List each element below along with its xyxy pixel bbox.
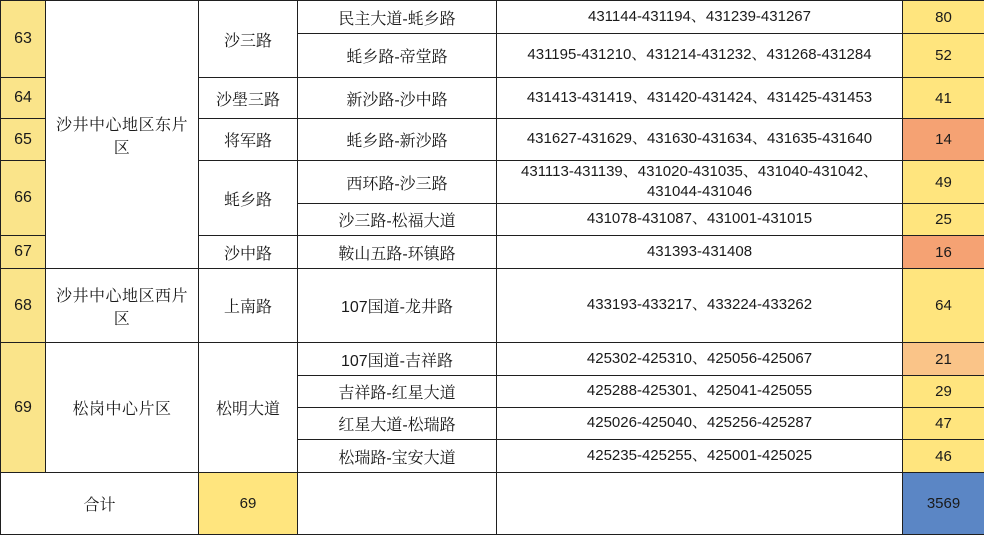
road-cell: 沙壆三路 xyxy=(199,78,298,119)
empty-cell xyxy=(298,473,497,535)
ranges-cell: 425026-425040、425256-425287 xyxy=(497,408,903,440)
table-row xyxy=(1,1,984,34)
count-cell: 80 xyxy=(903,1,984,34)
count-cell: 14 xyxy=(903,119,984,161)
row-number-cell: 63 xyxy=(1,1,46,78)
table-row xyxy=(1,269,984,343)
road-cell: 蚝乡路 xyxy=(199,161,298,236)
row-number-cell: 69 xyxy=(1,343,46,473)
ranges-cell: 431393-431408 xyxy=(497,236,903,269)
row-number-cell: 64 xyxy=(1,78,46,119)
ranges-cell: 431144-431194、431239-431267 xyxy=(497,1,903,34)
row-number-cell: 67 xyxy=(1,236,46,269)
ranges-cell: 431195-431210、431214-431232、431268-431284 xyxy=(497,34,903,78)
ranges-cell: 433193-433217、433224-433262 xyxy=(497,269,903,343)
grand-total-cell: 3569 xyxy=(903,473,984,535)
section-cell: 107国道-吉祥路 xyxy=(298,343,497,376)
total-label-cell: 合计 xyxy=(1,473,199,535)
empty-cell xyxy=(497,473,903,535)
road-cell: 沙三路 xyxy=(199,1,298,78)
count-cell: 21 xyxy=(903,343,984,376)
ranges-cell: 425288-425301、425041-425055 xyxy=(497,376,903,408)
total-road-count-cell: 69 xyxy=(199,473,298,535)
count-cell: 25 xyxy=(903,204,984,236)
ranges-cell: 425235-425255、425001-425025 xyxy=(497,440,903,473)
road-cell: 将军路 xyxy=(199,119,298,161)
district-cell: 沙井中心地区东片区 xyxy=(46,1,199,269)
count-cell: 64 xyxy=(903,269,984,343)
section-cell: 蚝乡路-新沙路 xyxy=(298,119,497,161)
count-cell: 49 xyxy=(903,161,984,204)
section-cell: 新沙路-沙中路 xyxy=(298,78,497,119)
section-cell: 松瑞路-宝安大道 xyxy=(298,440,497,473)
table-row xyxy=(1,343,984,376)
count-cell: 52 xyxy=(903,34,984,78)
section-cell: 107国道-龙井路 xyxy=(298,269,497,343)
section-cell: 蚝乡路-帝堂路 xyxy=(298,34,497,78)
road-cell: 沙中路 xyxy=(199,236,298,269)
road-cell: 上南路 xyxy=(199,269,298,343)
district-cell: 松岗中心片区 xyxy=(46,343,199,473)
count-cell: 47 xyxy=(903,408,984,440)
ranges-cell: 431413-431419、431420-431424、431425-431453 xyxy=(497,78,903,119)
count-cell: 46 xyxy=(903,440,984,473)
count-cell: 16 xyxy=(903,236,984,269)
section-cell: 鞍山五路-环镇路 xyxy=(298,236,497,269)
section-cell: 西环路-沙三路 xyxy=(298,161,497,204)
section-cell: 红星大道-松瑞路 xyxy=(298,408,497,440)
section-cell: 民主大道-蚝乡路 xyxy=(298,1,497,34)
section-cell: 吉祥路-红星大道 xyxy=(298,376,497,408)
row-number-cell: 65 xyxy=(1,119,46,161)
ranges-cell: 431627-431629、431630-431634、431635-431640 xyxy=(497,119,903,161)
count-cell: 41 xyxy=(903,78,984,119)
ranges-cell: 431078-431087、431001-431015 xyxy=(497,204,903,236)
row-number-cell: 68 xyxy=(1,269,46,343)
count-cell: 29 xyxy=(903,376,984,408)
road-cell: 松明大道 xyxy=(199,343,298,473)
row-number-cell: 66 xyxy=(1,161,46,236)
ranges-cell: 425302-425310、425056-425067 xyxy=(497,343,903,376)
district-cell: 沙井中心地区西片区 xyxy=(46,269,199,343)
section-cell: 沙三路-松福大道 xyxy=(298,204,497,236)
ranges-cell: 431113-431139、431020-431035、431040-431042、431044-431046 xyxy=(497,161,903,204)
total-row xyxy=(1,473,984,535)
